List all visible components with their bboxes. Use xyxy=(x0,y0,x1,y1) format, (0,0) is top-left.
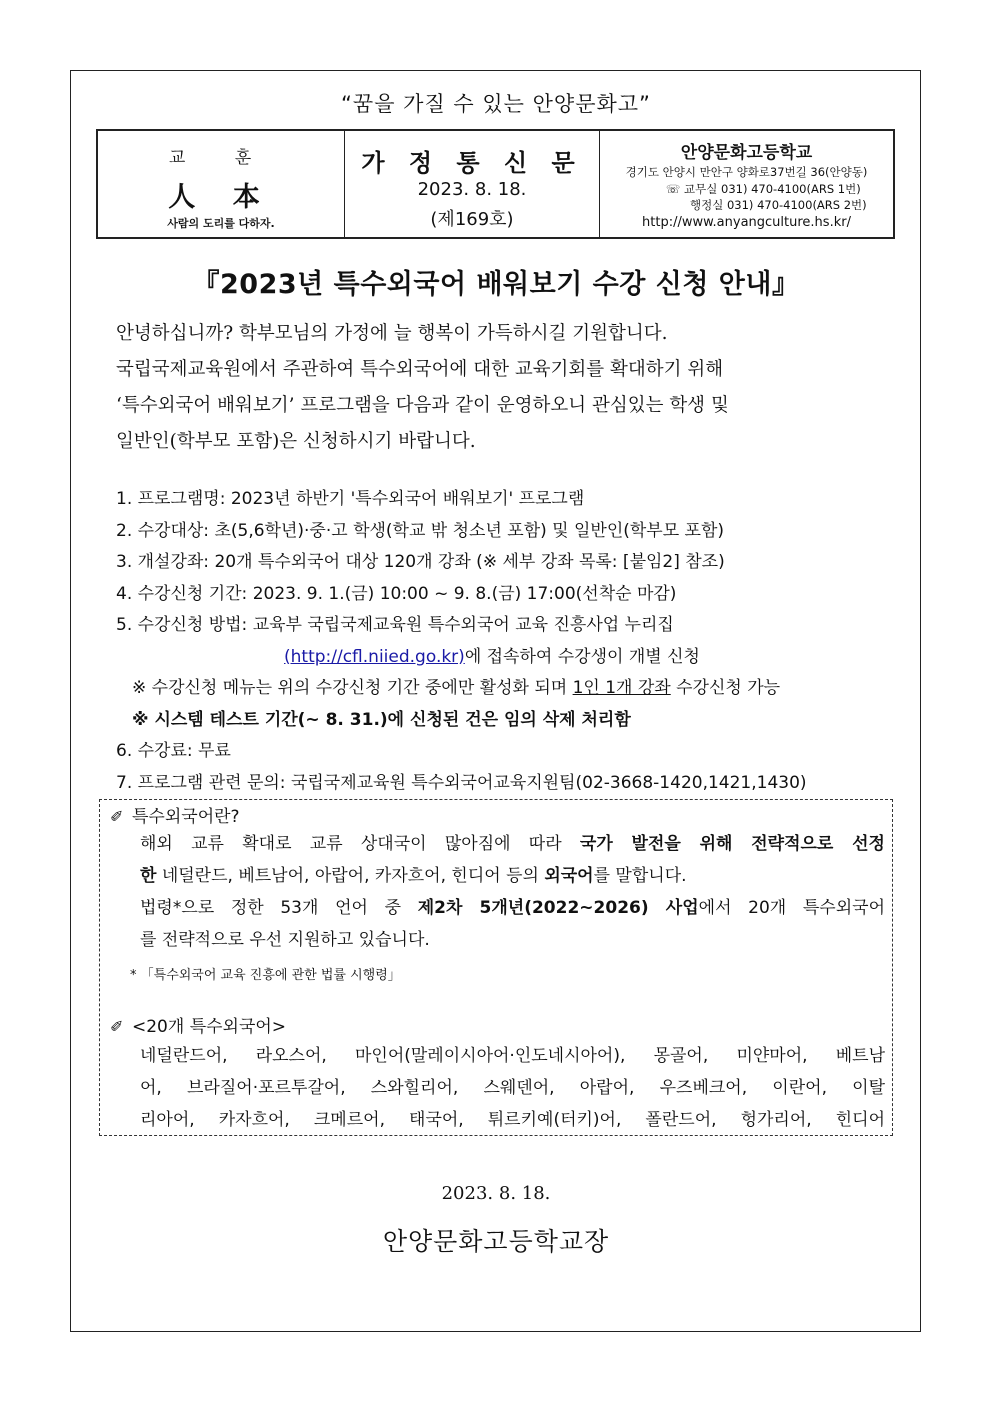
note-one-course xyxy=(116,673,896,705)
definition-line xyxy=(140,892,885,924)
intro-line: 일반인(학부모 포함)은 신청하시기 바랍니다. xyxy=(116,431,476,452)
program-details xyxy=(116,484,896,799)
intro-line: 국립국제교육원에서 주관하여 특수외국어에 대한 교육기회를 확대하기 위해 xyxy=(116,359,724,380)
intro-line: 안녕하십니까? 학부모님의 가정에 늘 행복이 가득하시길 기원합니다. xyxy=(116,323,668,344)
note-test-period: ※ 시스템 테스트 기간(~ 8. 31.)에 신청된 건은 임의 삭제 처리함 xyxy=(132,709,631,730)
school-slogan: “꿈을 가질 수 있는 안양문화고” xyxy=(341,92,651,116)
law-footnote: * 「특수외국어 교육 진흥에 관한 법률 시행령」 xyxy=(130,968,401,983)
info-heading-what xyxy=(110,802,240,827)
language-line: 네덜란드어, 라오스어, 마인어(말레이시아어·인도네시아어), 몽골어, 미얀마어, 베트남 xyxy=(140,1046,885,1066)
page-title: 『2023년 특수외국어 배워보기 수강 신청 안내』 xyxy=(192,269,800,300)
item-contact: 7. 프로그램 관련 문의: 국립국제교육원 특수외국어교육지원팀(02-3668-1420,1421,1430) xyxy=(116,772,807,793)
item-period: 4. 수강신청 기간: 2023. 9. 1.(금) 10:00 ~ 9. 8.(금) 17:00(선착순 마감) xyxy=(116,583,677,604)
school-tel-admin: 행정실 031) 470-4100(ARS 2번) xyxy=(690,198,867,212)
newsletter-cell xyxy=(345,131,600,237)
definition-line xyxy=(140,828,885,860)
language-line: 어, 브라질어·포르투갈어, 스와힐리어, 스웨덴어, 아랍어, 우즈베크어, 이란어, 이탈 xyxy=(140,1078,885,1098)
language-list xyxy=(140,1040,885,1136)
school-url[interactable]: http://www.anyangculture.hs.kr/ xyxy=(642,215,851,230)
header-table xyxy=(96,129,895,239)
school-info-cell xyxy=(600,131,893,237)
language-line: 리아어, 카자흐어, 크메르어, 태국어, 튀르키예(터키)어, 폴란드어, 헝가리어, 힌디어 xyxy=(140,1110,885,1130)
text-run: 법령*으로 정한 53개 언어 중 xyxy=(140,898,418,918)
definition-line xyxy=(140,860,885,892)
info-heading-text: 특수외국어란? xyxy=(132,807,240,827)
text-run: 네덜란드, 베트남어, 아랍어, 카자흐어, 힌디어 등의 xyxy=(156,866,545,886)
note-pre: ※ 수강신청 메뉴는 위의 수강신청 기간 중에만 활성화 되며 xyxy=(132,678,573,698)
niied-link[interactable]: (http://cfl.niied.go.kr) xyxy=(284,646,465,667)
text-run-bold: 국가 발전을 위해 전략적으로 선정 xyxy=(579,834,885,854)
intro-line: ‘특수외국어 배워보기’ 프로그램을 다음과 같이 운영하오니 관심있는 학생 및 xyxy=(116,395,729,416)
item-method-cont xyxy=(116,642,896,674)
item-target: 2. 수강대상: 초(5,6학년)·중·고 학생(학교 밖 청소년 포함) 및 일반인(학부모 포함) xyxy=(116,520,725,541)
item-method: 5. 수강신청 방법: 교육부 국립국제교육원 특수외국어 교육 진흥사업 누리집 xyxy=(116,615,674,635)
text-run-bold: 제2차 5개년(2022~2026) 사업 xyxy=(417,898,699,918)
info-heading-text: <20개 특수외국어> xyxy=(132,1017,287,1037)
note-post: 수강신청 가능 xyxy=(670,678,781,698)
text-run: 해외 교류 확대로 교류 상대국이 많아짐에 따라 xyxy=(140,834,580,854)
motto-sub: 사람의 도리를 다하자. xyxy=(167,217,275,230)
newsletter-title: 가 정 통 신 문 xyxy=(361,149,583,177)
text-run: 를 말합니다. xyxy=(593,866,687,886)
item-fee: 6. 수강료: 무료 xyxy=(116,741,231,761)
item-program-name: 1. 프로그램명: 2023년 하반기 '특수외국어 배워보기' 프로그램 xyxy=(116,489,585,509)
note-underlined: 1인 1개 강좌 xyxy=(572,678,671,698)
info-heading-languages xyxy=(110,1012,286,1037)
text-run-bold: 외국어 xyxy=(544,866,594,886)
intro-paragraph xyxy=(116,316,876,460)
text-run: 에서 20개 특수외국어 xyxy=(698,898,885,918)
school-tel-office: ☏ 교무실 031) 470-4100(ARS 1번) xyxy=(666,182,861,196)
principal-signature: 안양문화고등학교장 xyxy=(382,1227,610,1256)
school-name: 안양문화고등학교 xyxy=(680,143,813,163)
item-courses: 3. 개설강좌: 20개 특수외국어 대상 120개 강좌 (※ 세부 강좌 목록: [붙임2] 참조) xyxy=(116,552,725,572)
newsletter-issue: (제169호) xyxy=(430,209,514,230)
text-run-bold: 한 xyxy=(140,866,157,886)
motto-label: 교 훈 xyxy=(168,148,274,168)
footer-date: 2023. 8. 18. xyxy=(441,1183,551,1204)
info-box xyxy=(99,799,893,1136)
newsletter-date: 2023. 8. 18. xyxy=(417,179,527,200)
motto-cell xyxy=(98,131,345,237)
item-method-tail: 에 접속하여 수강생이 개별 신청 xyxy=(464,646,700,667)
definition-paragraph xyxy=(140,828,885,956)
pencil-icon: ✐ xyxy=(110,1017,124,1036)
definition-line: 를 전략적으로 우선 지원하고 있습니다. xyxy=(140,930,430,950)
pencil-icon: ✐ xyxy=(110,807,124,826)
motto-main: 人 本 xyxy=(168,182,274,213)
school-address: 경기도 안양시 만안구 양화로37번길 36(안양동) xyxy=(625,165,868,179)
